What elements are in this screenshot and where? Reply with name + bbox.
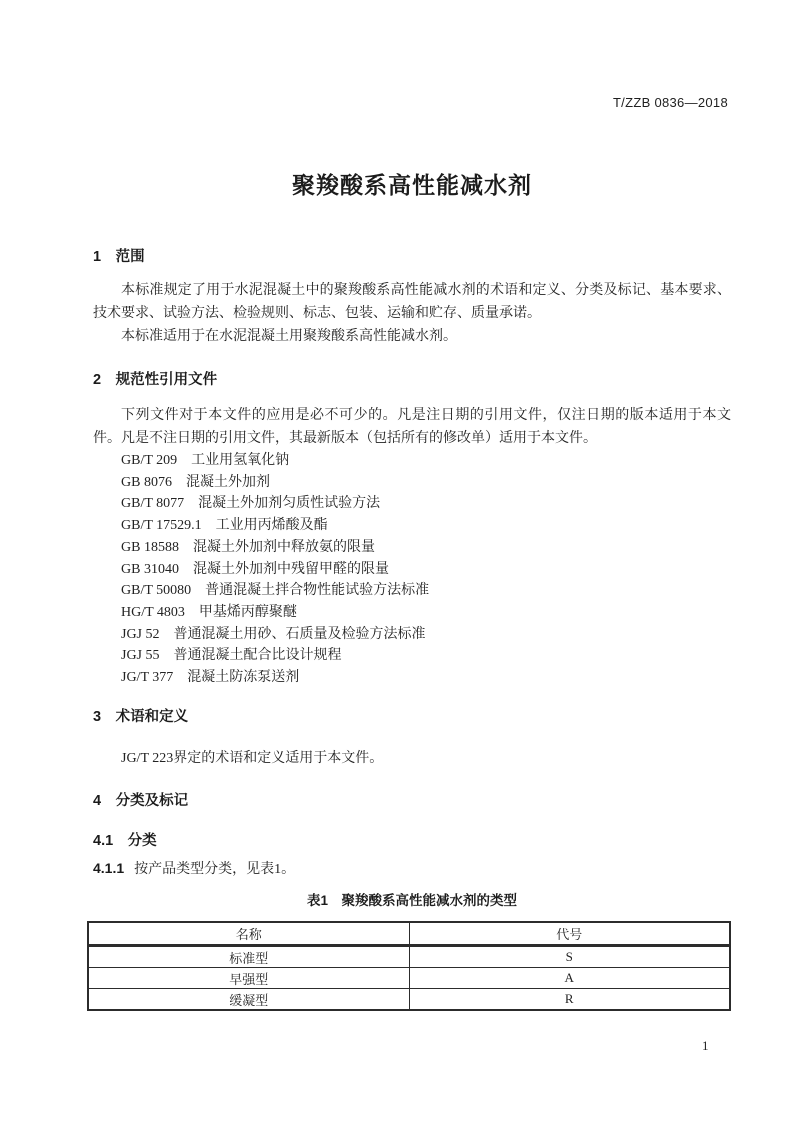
section-classification-heading: 4 分类及标记 [93,793,189,809]
reference-item: HG/T 4803 甲基烯丙醇聚醚 [121,604,297,620]
clause-411 [93,858,731,878]
table-row [88,946,730,968]
section-terms-heading: 3 术语和定义 [93,709,189,725]
page-title: 聚羧酸系高性能减水剂 [292,172,532,198]
reference-item: GB/T 8077 混凝土外加剂匀质性试验方法 [121,496,381,512]
table-cell-code: A [409,968,730,989]
types-table [87,921,731,1011]
table-header-cell-name: 名称 [88,922,409,946]
table-cell-name: 标准型 [88,946,409,968]
references-intro: 下列文件对于本文件的应用是必不可少的。凡是注日期的引用文件，仅注日期的版本适用于本文件。凡是不注日期的引用文件，其最新版本（包括所有的修改单）适用于本文件。 [93,408,731,446]
table-row [88,989,730,1011]
reference-item: JG/T 377 混凝土防冻泵送剂 [121,670,300,686]
page-number: 1 [702,1038,709,1053]
reference-item: JGJ 55 普通混凝土配合比设计规程 [121,648,342,664]
reference-item: GB 18588 混凝土外加剂中释放氨的限量 [121,539,375,555]
clause-411-text: 按产品类型分类，见表1。 [134,862,296,877]
section-references-heading: 2 规范性引用文件 [93,372,218,388]
section-scope-heading: 1 范围 [93,249,145,265]
reference-list [93,450,731,689]
doc-code: T/ZZB 0836—2018 [612,95,728,110]
table-header-row [88,922,730,946]
table-header-cell-code: 代号 [409,922,730,946]
table-cell-code: R [409,989,730,1011]
table-cell-code: S [409,946,730,968]
reference-item: JGJ 52 普通混凝土用砂、石质量及检验方法标准 [121,626,426,642]
scope-paragraph-1: 本标准规定了用于水泥混凝土中的聚羧酸系高性能减水剂的术语和定义、分类及标记、基本要求、技术要求、试验方法、检验规则、标志、包装、运输和贮存、质量承诺。 [93,283,731,321]
table-cell-name: 早强型 [88,968,409,989]
table-caption: 表1 聚羧酸系高性能减水剂的类型 [306,893,517,908]
terms-paragraph: JG/T 223界定的术语和定义适用于本文件。 [121,751,384,766]
reference-item: GB 31040 混凝土外加剂中残留甲醛的限量 [121,561,389,577]
table-row [88,968,730,989]
scope-paragraph-2: 本标准适用于在水泥混凝土用聚羧酸系高性能减水剂。 [121,329,457,344]
clause-411-number: 4.1.1 [93,860,125,876]
reference-item: GB/T 50080 普通混凝土拌合物性能试验方法标准 [121,583,430,599]
reference-item: GB/T 209 工业用氢氧化钠 [121,453,290,468]
table-cell-name: 缓凝型 [88,989,409,1011]
reference-item: GB/T 17529.1 工业用丙烯酸及酯 [121,518,328,534]
classification-sub-heading: 4.1 分类 [93,833,157,849]
reference-item: GB 8076 混凝土外加剂 [121,474,270,490]
